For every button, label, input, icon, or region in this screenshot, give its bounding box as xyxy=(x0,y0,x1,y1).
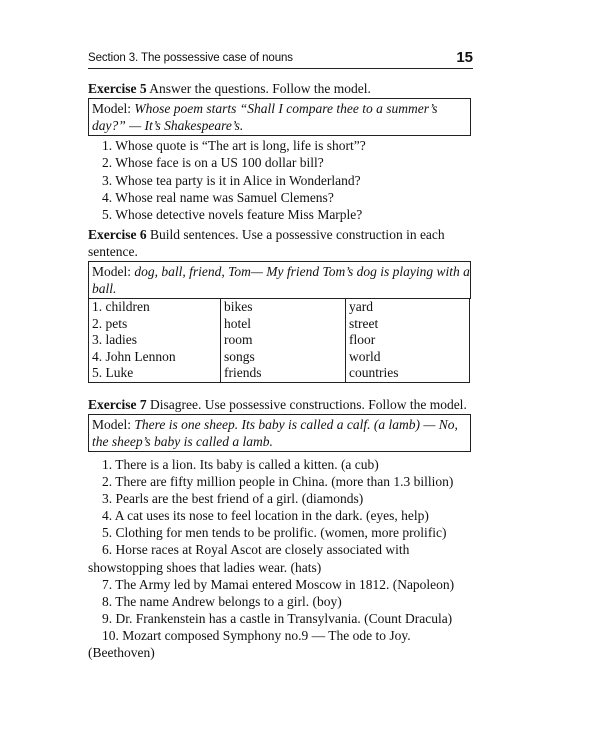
exercise-6-model-box xyxy=(88,261,471,299)
table-row xyxy=(89,332,470,349)
exercise-5-instruction: Answer the questions. Follow the model. xyxy=(146,81,371,96)
table-cell: street xyxy=(346,316,470,333)
table-row xyxy=(89,316,470,333)
exercise-7-model-box xyxy=(88,414,471,452)
table-row xyxy=(89,299,470,316)
table-cell: floor xyxy=(346,332,470,349)
exercise-7-items xyxy=(88,456,473,661)
list-item: 7. The Army led by Mamai entered Moscow in 1812. (Napoleon) xyxy=(102,576,455,592)
table-cell: 1. children xyxy=(89,299,221,316)
exercise-5-model-text: Whose poem starts “Shall I compare thee to a summer’s day?” — It’s Shakespeare’s. xyxy=(92,101,438,133)
list-item: 5. Clothing for men tends to be prolific. (women, more prolific) xyxy=(102,525,447,541)
table-cell: world xyxy=(346,349,470,366)
list-item: 3. Pearls are the best friend of a girl. (diamonds) xyxy=(102,491,364,507)
exercise-7-heading xyxy=(88,396,473,413)
table-cell: countries xyxy=(346,365,470,382)
table-cell: yard xyxy=(346,299,470,316)
section-title: Section 3. The possessive case of nouns xyxy=(88,52,293,64)
table-cell: 3. ladies xyxy=(89,332,221,349)
table-cell: friends xyxy=(221,365,346,382)
list-item: 2. There are fifty million people in China. (more than 1.3 billion) xyxy=(102,474,454,490)
exercise-5-label: Exercise 5 xyxy=(88,81,147,96)
table-cell: room xyxy=(221,332,346,349)
exercise-6-word-table xyxy=(88,298,470,383)
exercise-7-instruction: Disagree. Use possessive constructions. Follow the model. xyxy=(146,397,467,412)
question-item: 5. Whose detective novels feature Miss Marple? xyxy=(102,207,363,223)
exercise-6-heading xyxy=(88,226,473,260)
table-cell: 5. Luke xyxy=(89,365,221,382)
list-item: 1. There is a lion. Its baby is called a kitten. (a cub) xyxy=(102,457,379,472)
exercise-5-questions xyxy=(88,137,473,223)
list-item: 4. A cat uses its nose to feel location in the dark. (eyes, help) xyxy=(102,508,429,524)
list-item: 10. Mozart composed Symphony no.9 — The ode to Joy. (Beethoven) xyxy=(88,627,411,661)
exercise-5-model-box xyxy=(88,98,471,136)
exercise-5-model-label: Model: xyxy=(92,101,135,116)
question-item: 1. Whose quote is “The art is long, life is short”? xyxy=(102,138,366,153)
question-item: 3. Whose tea party is it in Alice in Wonderland? xyxy=(102,172,361,188)
exercise-6-model-label: Model: xyxy=(92,264,135,279)
table-cell: 4. John Lennon xyxy=(89,349,221,366)
running-header xyxy=(88,50,473,69)
exercise-7-model-label: Model: xyxy=(92,417,135,432)
table-cell: hotel xyxy=(221,316,346,333)
list-item: 8. The name Andrew belongs to a girl. (boy) xyxy=(102,593,342,609)
exercise-7-model-text: There is one sheep. Its baby is called a calf. (a lamb) — No, the sheep’s baby is called a lamb. xyxy=(92,417,458,449)
exercise-6-label: Exercise 6 xyxy=(88,227,147,242)
table-row xyxy=(89,365,470,382)
table-cell: songs xyxy=(221,349,346,366)
exercise-6-instruction: Build sentences. Use a possessive construction in each sentence. xyxy=(88,227,445,259)
exercise-7-label: Exercise 7 xyxy=(88,397,147,412)
table-cell: bikes xyxy=(221,299,346,316)
exercise-5-heading xyxy=(88,80,473,97)
list-item: 9. Dr. Frankenstein has a castle in Transylvania. (Count Dracula) xyxy=(102,610,453,626)
question-item: 4. Whose real name was Samuel Clemens? xyxy=(102,189,334,205)
list-item: 6. Horse races at Royal Ascot are closely associated with showstopping shoes that ladies wear. (hats) xyxy=(88,542,410,575)
question-item: 2. Whose face is on a US 100 dollar bill? xyxy=(102,155,324,171)
page-number: 15 xyxy=(456,49,473,66)
table-row xyxy=(89,349,470,366)
table-cell: 2. pets xyxy=(89,316,221,333)
exercise-6-model-text: dog, ball, friend, Tom— My friend Tom’s dog is playing with a ball. xyxy=(92,264,470,296)
